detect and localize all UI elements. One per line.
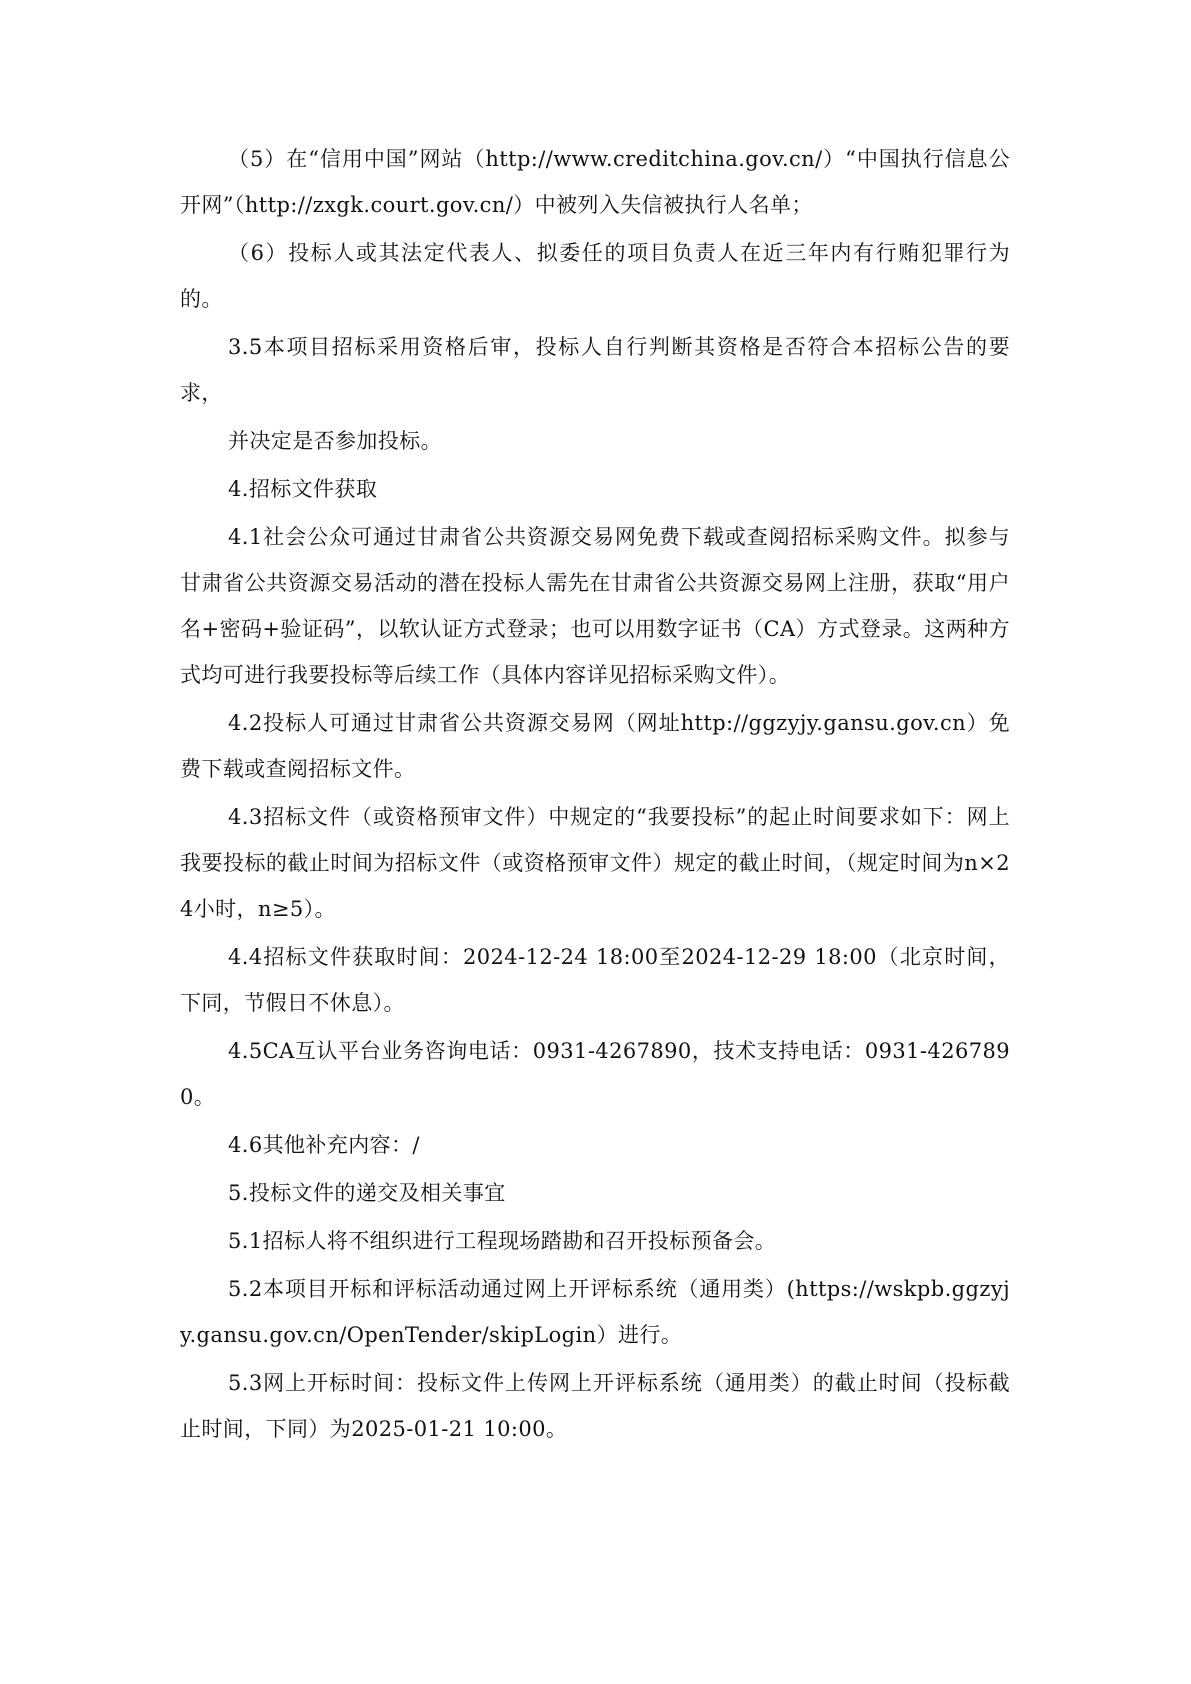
document-body [180,136,1010,1454]
paragraph-4-1: 4.1社会公众可通过甘肃省公共资源交易网免费下载或查阅招标采购文件。拟参与甘肃省公共资源交易活动的潜在投标人需先在甘肃省公共资源交易网上注册，获取“用户名+密码+验证码”，以软认证方式登录；也可以用数字证书（CA）方式登录。这两种方式均可进行我要投标等后续工作（具体内容详见招标采购文件）。 [180,525,1010,687]
paragraph-blacklist-condition: （5）在“信用中国”网站（http://www.creditchina.gov.cn/）“中国执行信息公开网”（http://zxgk.court.gov.cn/）中被列入失信被执行人名单； [180,147,1010,217]
paragraph-4-5: 4.5CA互认平台业务咨询电话：0931-4267890，技术支持电话：0931-4267890。 [180,1039,1010,1109]
paragraph-5-1: 5.1招标人将不组织进行工程现场踏勘和召开投标预备会。 [228,1229,777,1253]
paragraph-post-qualification: 3.5本项目招标采用资格后审，投标人自行判断其资格是否符合本招标公告的要求， [180,335,1010,405]
section-heading-document-acquisition: 4.招标文件获取 [228,477,378,501]
paragraph-4-3: 4.3招标文件（或资格预审文件）中规定的“我要投标”的起止时间要求如下：网上我要投标的截止时间为招标文件（或资格预审文件）规定的截止时间，（规定时间为n×24小时，n≥5）。 [180,805,1010,921]
paragraph-4-2: 4.2投标人可通过甘肃省公共资源交易网（网址http://ggzyjy.gansu.gov.cn）免费下载或查阅招标文件。 [180,711,1010,781]
paragraph-decide-participation: 并决定是否参加投标。 [228,429,442,453]
paragraph-bribery-condition: （6）投标人或其法定代表人、拟委任的项目负责人在近三年内有行贿犯罪行为的。 [180,241,1010,311]
paragraph-5-2: 5.2本项目开标和评标活动通过网上开评标系统（通用类）(https://wskpb.ggzyjy.gansu.gov.cn/OpenTender/skipLogin）进行。 [180,1277,1010,1347]
paragraph-4-6: 4.6其他补充内容：/ [228,1133,420,1157]
paragraph-4-4: 4.4招标文件获取时间：2024-12-24 18:00至2024-12-29 18:00（北京时间，下同，节假日不休息）。 [180,945,1010,1015]
paragraph-5-3: 5.3网上开标时间：投标文件上传网上开评标系统（通用类）的截止时间（投标截止时间，下同）为2025-01-21 10:00。 [180,1371,1010,1441]
section-heading-bid-submission: 5.投标文件的递交及相关事宜 [228,1181,506,1205]
